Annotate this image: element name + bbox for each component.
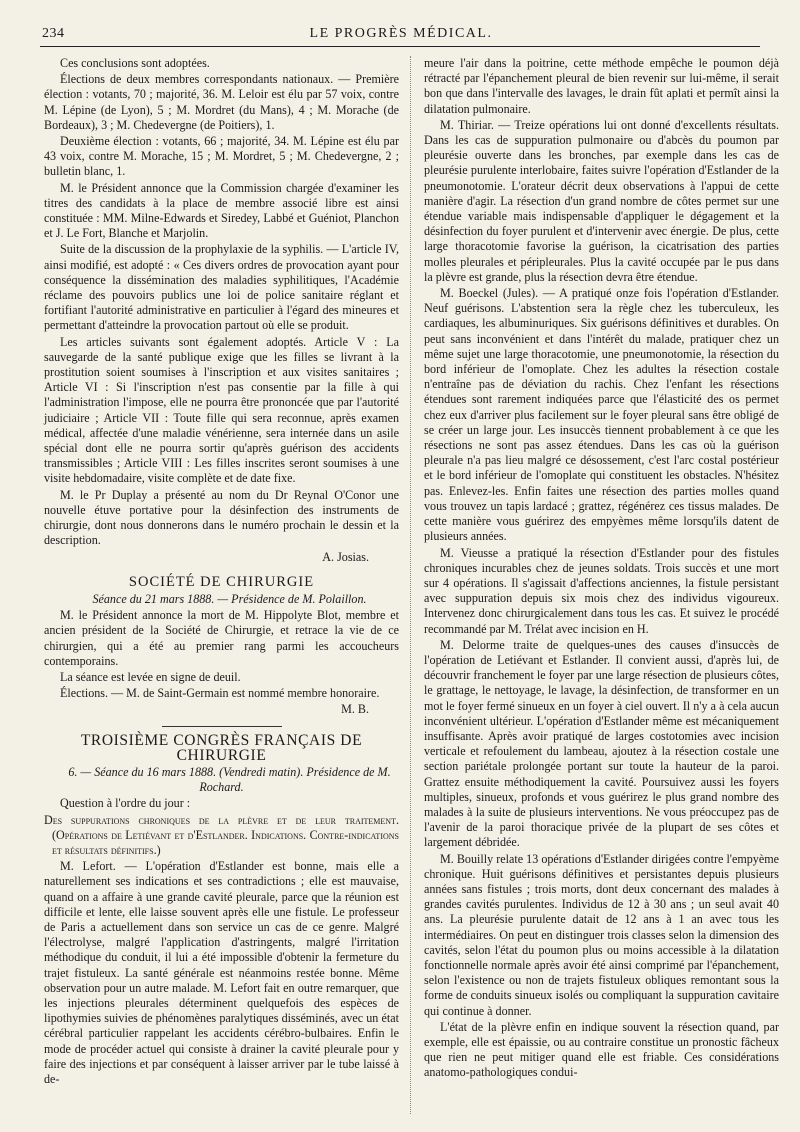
paragraph: M. le Pr Duplay a présenté au nom du Dr Reynal O'Conor une nouvelle étuve portative pour la désinfection des instruments de chirurgie, dont nous donnerons dans le numéro prochain le dessin et la description.: [44, 487, 399, 548]
paragraph: M. Vieusse a pratiqué la résection d'Estlander pour des fistules chroniques incurables chez de jeunes soldats. Trois succès et une mort sur 4 opérations. Il s'agissait d'affections anciennes, la fistule persistant avec suppuration depuis six mois chez des individus vigoureux. Intervenez donc chirurgicalement dans tous les cas. Et suivez le procédé recommandé par M. Trélat avec incision en H.: [424, 545, 779, 636]
running-head: [42, 22, 760, 46]
session-line: 6. — Séance du 16 mars 1888. (Vendredi matin). Présidence de M. Rochard.: [68, 764, 391, 795]
paragraph: M. Delorme traite de quelques-unes des causes d'insuccès de l'opération de Letiévant et Estlander. Il convient aussi, d'après lui, de découvrir franchement le foyer par une large résection de plusieurs côtes, le grattage, le nettoyage, le lavage, la désinfection, de transformer en un mot le foyer fermé sinueux en un foyer à ciel ouvert. Il n'y a à cela aucun inconvénient ultérieur. L'opération d'Estlander même est mécaniquement insuffisante. Après avoir pratiqué de larges costotomies avec incision verticale et refoulement du lambeau, ajoutez à la résection costale une section pariétale prolongée portant sur toute la hauteur de la paroi. Grattez ensuite méthodiquement la cavité. Poursuivez aussi les foyers multiples, sinueux, profonds et vous guérirez le plus grand nombre des malades à la suite de plusieurs interventions. Ne vous préoccupez pas de l'avenir de la paroi thoracique privée de la plupart de ses côtes et largement débridée.: [424, 637, 779, 850]
paragraph: M. Boeckel (Jules). — A pratiqué onze fois l'opération d'Estlander. Neuf guérisons. L'abstention sera la règle chez les tuberculeux, les cardiaques, les albuminuriques. Six guérisons définitives et durables. On peut sans inconvénient et dans l'intérêt du malade, pratiquer chez un même sujet une large thoracotomie, une pneumonotomie, la résection du bord inférieur de l'omoplate. Chez les adultes la résection costale n'entraîne pas de déviation du rachis. Chez l'enfant les résections étendues sont rarement indiquées parce que l'élasticité des os permet chez eux d'arriver plus facilement sur le foyer pleural sans être obligé de se créer un large jour. Les insuccès tiennent probablement à ce que les résections ne sont pas assez étendues. Dans les cas où la guérison pleurale n'a pas lieu malgré ce désossement, c'est l'arc costal postérieur et le bord inférieur de l'omoplate qui constituent les obstacles. N'hésitez pas. Enlevez-les. Enfin faites une résection des parties molles quand vous trouvez un tapis lardacé ; grattez, régénérez ces tissus malades. De cette manière vous guérirez des empyèmes même lorsqu'ils datent de plusieurs années.: [424, 286, 779, 544]
paragraph: Suite de la discussion de la prophylaxie de la syphilis. — L'article IV, ainsi modifié, est adopté : « Ces divers ordres de provocation ayant pour conséquence la dissémination des maladies syphilitiques, l'Académie réclame des pouvoirs publics une loi de police sanitaire réglant et fortifiant l'autorité administrative en particulier à l'égard des mineures et permettant d'atteindre la provocation partout où elle se produit.: [44, 242, 399, 333]
paragraph: L'état de la plèvre enfin en indique souvent la résection quand, par exemple, elle est épaissie, ou au contraire constitue un pronostic fâcheux que rien ne peut mitiger quand elle est friable. Ces considérations anatomo-pathologiques condui-: [424, 1019, 779, 1080]
header-rule: [40, 46, 760, 47]
paragraph: Deuxième élection : votants, 66 ; majorité, 34. M. Lépine est élu par 43 voix, contre M. Morache, 15 ; M. Mordret, 5 ; M. Chedevergne, 2 ; bulletin blanc, 1.: [44, 134, 399, 179]
paragraph: M. Lefort. — L'opération d'Estlander est bonne, mais elle a naturellement ses indications et ses contradictions ; elle est mauvaise, quand on a affaire à une grande cavité pleurale, parce que la réunion est difficile et lente, elle laisse souvent après elle une fistule. Le professeur de Paris a actuellement dans son service un cas de ce genre. Malgré l'électrolyse, malgré l'application d'astringents, malgré l'irritation méthodique du conduit, il lui a été impossible d'obtenir la fermeture du trajet fistuleux. La santé générale est néanmoins restée bonne. Même observation pour un autre malade. M. Lefort fait en outre remarquer, que les injections pleurales déterminent quelquefois des espèces de lipothymies suivies de phénomènes paralytiques disséminés, avec un état cérébral particulier rappelant les accidents cérébro-bulbaires. Enfin le mode de procéder actuel qui consiste à drainer la cavité pleurale pour y faire des injections et par conséquent à laisser arriver par le tube laissé à de-: [44, 859, 399, 1086]
left-column: [44, 56, 399, 1088]
paragraph: Élections de deux membres correspondants nationaux. — Première élection : votants, 70 ; majorité, 36. M. Leloir est élu par 57 voix, contre M. Lépine (de Lyon), 5 ; M. Mordret (du Mans), 4 ; M. Morache (de Bordeaux), 3 ; M. Chedevergne (de Poitiers), 1.: [44, 72, 399, 132]
paragraph: Élections. — M. de Saint-Germain est nommé membre honoraire.: [60, 686, 380, 701]
paragraph: Les articles suivants sont également adoptés. Article V : La sauvegarde de la santé publique exige que les filles se livrant à la prostitution soient soumises à l'inscription et aux visites sanitaires ; Article VI : Si l'inscription n'est pas consentie par la fille à qui l'administration l'impose, elle ne pourra être prononcée que par l'autorité judiciaire ; Article VII : Toute fille qui sera reconnue, après examen médical, affectée d'une maladie vénérienne, sera internée dans un asile spécial dont elle ne pourra sortir qu'après guérison des accidents transmissibles ; Article VIII : Les filles inscrites seront soumises à une visite hebdomadaire, visite complète et de date fixe.: [44, 334, 399, 486]
section-title: TROISIÈME CONGRÈS FRANÇAIS DE CHIRURGIE: [80, 731, 363, 764]
section-divider: [162, 726, 282, 727]
column-divider: [410, 56, 411, 1114]
paragraph: Ces conclusions sont adoptées.: [60, 56, 210, 70]
journal-title: LE PROGRÈS MÉDICAL.: [309, 26, 493, 41]
paragraph: M. Thiriar. — Treize opérations lui ont donné d'excellents résultats. Dans les cas de suppuration pulmonaire ou d'abcès du poumon par pleurésie ouverte dans les bronches, par exemple dans les cas de pleurésie purulente interlobaire, faites suivre l'opération d'Estlander de la pneumonotomie. L'orateur décrit deux observations à l'appui de cette manière d'agir. La résection d'un grand nombre de côtes permet sur une étendue variable mais indispensable d'appliquer le dégagement et la désinfection du foyer purulent et d'intervenir avec énergie. De plus, cette large thoracotomie favorise la guérison, la cicatrisation des parties molles pleurales et péripleurales. Plus la cavité occupée par le pus dans la plèvre est grande, plus la résection devra être étendue.: [424, 117, 779, 284]
paragraph: M. Bouilly relate 13 opérations d'Estlander dirigées contre l'empyème chronique. Huit guérisons définitives et persistantes depuis plusieurs années sans fistules ; trois morts, dont deux concernant des malades à grandes cavités purulentes. Individus de 12 à 30 ans ; un seul avait 40 ans. La pleurésie purulente datait de 12 ans à 1 an avec tous les intermédiaires. On peut en distinguer trois classes selon la dimension des cavités, selon l'état du poumon plus ou moins accessible à la dilatation fonctionnelle normale après avoir été ainsi comprimé par l'épanchement, selon l'existence ou non de trajets fistuleux obliques remontant sous la forme de conduits sinueux isolés ou compliquant la suppuration cavitaire qui continue à donner.: [424, 851, 779, 1018]
section-title: SOCIÉTÉ DE CHIRURGIE: [128, 573, 315, 590]
paragraph: M. le Président annonce que la Commission chargée d'examiner les titres des candidats à la place de membre associé libre est ainsi constituée : MM. Milne-Edwards et Siredey, Labbé et Guéniot, Planchon et J. Le Fort, Blanche et Marjolin.: [44, 180, 399, 241]
topic-heading: Des suppurations chroniques de la plèvre et de leur traitement. (Opérations de Letiévant et d'Estlander. Indications. Contre-indications et résultats définitifs.): [44, 812, 399, 857]
paragraph: M. le Président annonce la mort de M. Hippolyte Blot, membre et ancien président de la Société de Chirurgie, et retrace la vie de ce chirurgien, qui a été au premier rang parmi les accoucheurs contemporains.: [44, 608, 399, 668]
signature: M. B.: [341, 702, 369, 717]
session-line: Séance du 21 mars 1888. — Présidence de M. Polaillon.: [92, 591, 367, 606]
right-column: [424, 56, 779, 1082]
paragraph: meure l'air dans la poitrine, cette méthode empêche le poumon déjà rétracté par l'épanchement pleural de bien revenir sur lui-même, il serait bon que dans l'intervalle des lavages, le drain fût aplati et permît ainsi la dilatation pulmonaire.: [424, 56, 779, 116]
page-number: 234: [42, 26, 65, 41]
paragraph: La séance est levée en signe de deuil.: [60, 669, 241, 684]
paragraph: Question à l'ordre du jour :: [60, 796, 191, 811]
signature: A. Josias.: [322, 549, 369, 564]
